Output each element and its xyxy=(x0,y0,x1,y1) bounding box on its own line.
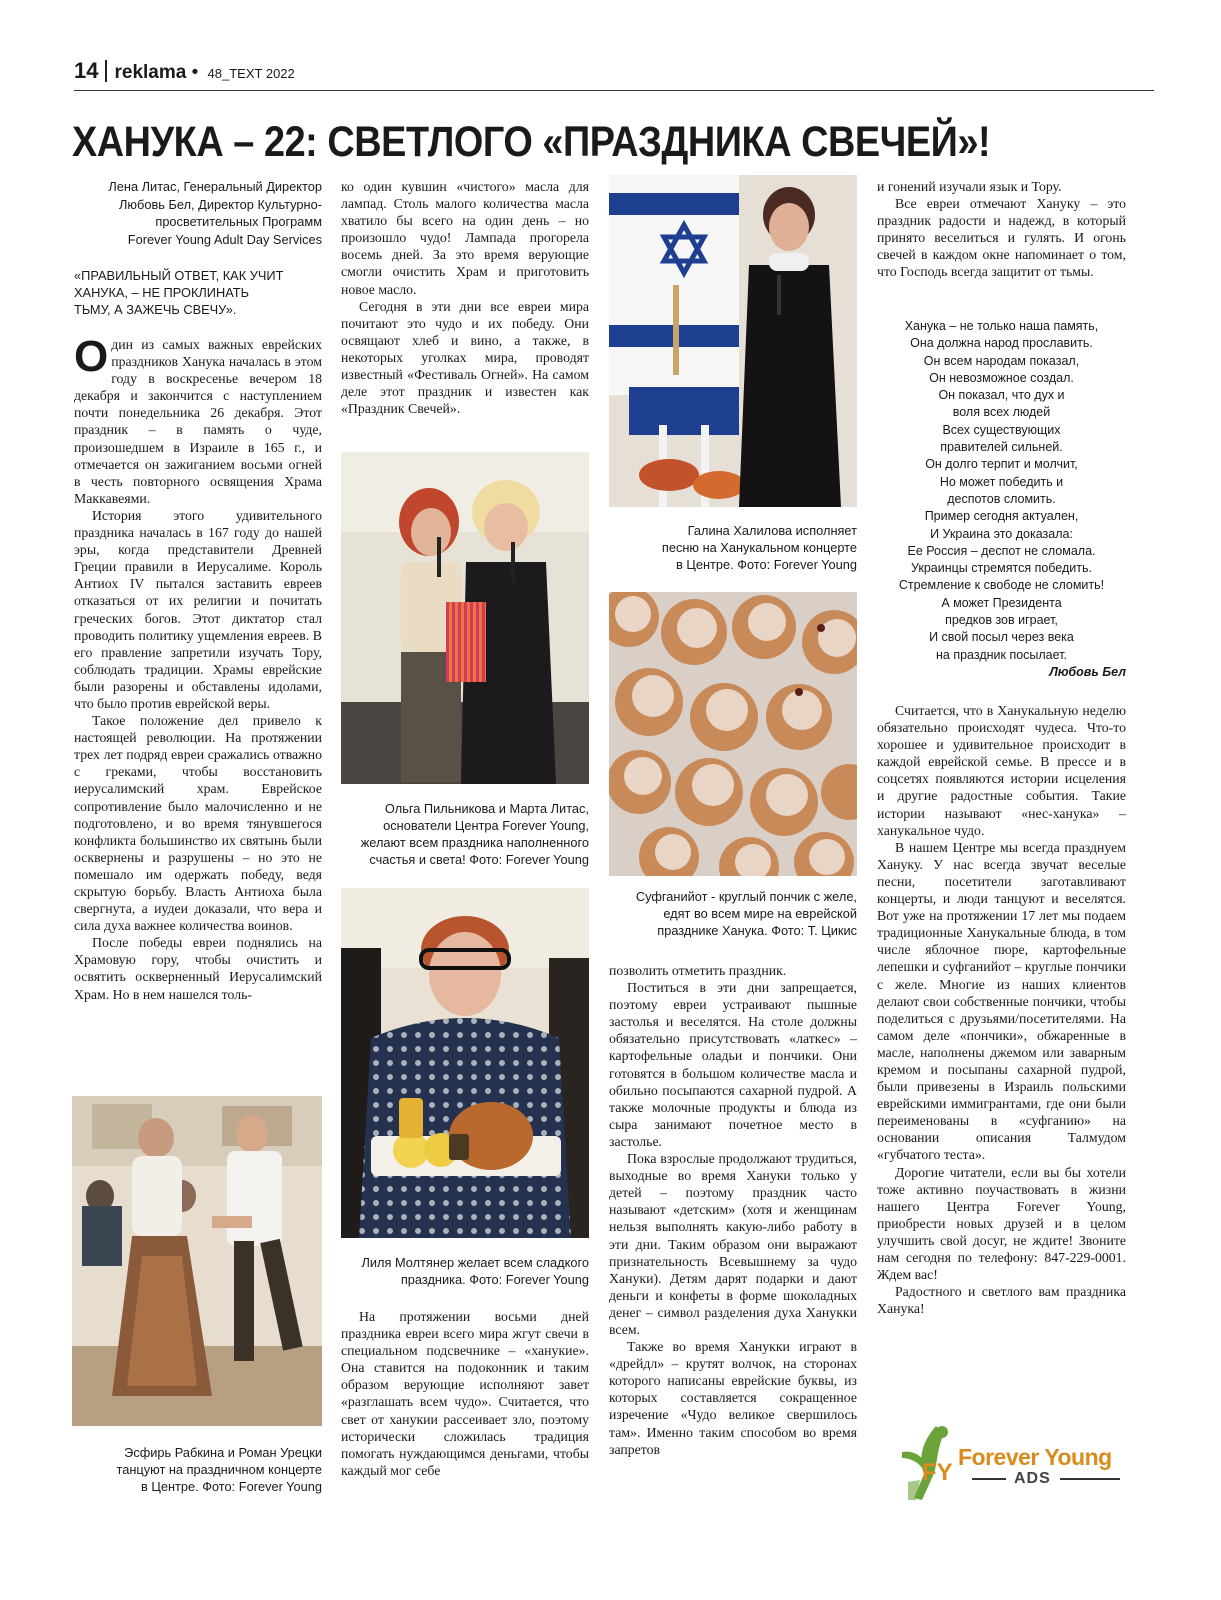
caption-line: Галина Халилова исполняет xyxy=(687,523,857,538)
paragraph: На протяжении восьми дней праздника евреи всего мира жгут свечи в специальном подсвечнике – «ханукие». Она ставится на подоконник и таким образом верующие исполняют завет «разглашать всем чудо». Считается, что свет от ханукии рассеивает зло, поэтому исторически сложилась традиция помогать нуждающимся деньгами, чтобы каждый мог себе xyxy=(341,1309,589,1478)
section-name: reklama xyxy=(114,62,187,83)
quote-line: «ПРАВИЛЬНЫЙ ОТВЕТ, КАК УЧИТ xyxy=(74,268,284,283)
caption-line: праздника. Фото: Forever Young xyxy=(400,1272,589,1287)
poem-line: Ее Россия – деспот не сломала. xyxy=(907,543,1096,558)
paragraph: В нашем Центре мы всегда празднуем Хануку. У нас всегда звучат веселые песни, посетители заготавливают концерты, и люди танцуют и веселятся. Вот уже на протяжении 17 лет мы подаем традиционные Ханукальные блюда, в том числе яблочное пюре, картофельные лепешки и суфганийот – круглые пончики с желе. Многие из наших клиентов делают свои собственные пончики, чтобы поделиться с друзьями/посетителями. На самом деле «пончики», обжаренные в масле, наполнены джемом или заварным кремом и посыпаны сахарной пудрой, были привезены в Израиль польскими еврейскими иммигрантами, где они были переименованы в «суфганию» на основании описания Талмудом «губчатого теста». xyxy=(877,839,1126,1163)
caption-line: желают всем праздника наполненного xyxy=(360,835,589,850)
poem-line: Украинцы стремятся победить. xyxy=(911,561,1092,576)
caption-line: песню на Ханукальном концерте xyxy=(661,540,857,555)
photo-dancers xyxy=(72,1096,322,1426)
poem-line: Всех существующих xyxy=(942,422,1061,437)
column-1 xyxy=(74,332,322,1088)
paragraph: Поститься в эти дни запрещается, поэтому евреи устраивают пышные застолья и веселятся. На столе должны обязательно присутствовать «латкес» – картофельные оладьи и пончики. Они готовятся в большом количестве масла и обильно посыпаются сахарной пудрой. А также молочные продукты и блюда из сыра занимают почетное место в застолье. xyxy=(609,980,857,1149)
caption-lilia xyxy=(341,1254,589,1288)
caption-singers xyxy=(341,800,589,868)
paragraph: дин из самых важных еврейских праздников Ханука началась в этом году в воскресенье вечером 18 декабря и закончится с наступлением почти понедельника 26 декабря. Этот праздник – в память о чуде, произошедшем в Израиле в 165 г., и отмечается он зажиганием восьми огней в честь повторного освящения Храма Маккавеями. xyxy=(74,337,322,506)
poem-line: И Украина это доказала: xyxy=(930,526,1073,541)
poem-author: Любовь Бел xyxy=(1049,664,1126,679)
issue-label: 48_TEXT 2022 xyxy=(207,66,295,81)
article-title: ХАНУКА – 22: СВЕТЛОГО «ПРАЗДНИКА СВЕЧЕЙ»! xyxy=(72,118,991,166)
page-number: 14 xyxy=(74,58,99,83)
logo-subtitle: ADS xyxy=(1014,1470,1051,1487)
paragraph: Такое положение дел привело к настоящей революции. На протяжении трех лет подряд евреи сражались отважно с греками, чтобы восстановить иерусалимский храм. Еврейское сопротивление было малочисленно и не подготовлено, и во время тянувшегося конфликта большинство их святынь были осквернены и разрушены – но это не помешало им одержать победу, ведя скрытую борьбу. Власть Антиоха была свергнута, а иудеи доказали, что вера и сила духа важнее количества воинов. xyxy=(74,713,322,934)
credit-line: Forever Young Adult Day Services xyxy=(127,231,322,247)
photo-donuts xyxy=(609,592,857,876)
column-2-top xyxy=(341,178,589,417)
paragraph: Считается, что в Ханукальную неделю обязательно происходят чудеса. Что-то хорошее и удивительное происходит в каждой еврейской семье. В прессе и в соцсетях появляются истории исцеления и другие радостные события. Такие истории называют «нес-ханука» – ханукальное чудо. xyxy=(877,703,1126,838)
paragraph: Дорогие читатели, если вы бы хотели тоже активно поучаствовать в жизни нашего Центра Forever Young, приобрести новых друзей и в целом улучшить свой досуг, не ждите! Звоните нам сегодня по телефону: 847-229-0001. Ждем вас! xyxy=(877,1164,1126,1283)
poem-line: Ханука – не только наша память, xyxy=(904,319,1099,333)
paragraph: История этого удивительного праздника началась в 167 году до нашей эры, когда представители Древней Греции правили в Иерусалиме. Король Антиох IV пытался заставить евреев отказаться от их религии и почитать греческих богов. Этот диктатор стал проводить политику ущемления евреев. В его правление запретили изучать Тору, соблюдать традиции. Храмы еврейские были разорены и обставлены идолами, что было против еврейской веры. xyxy=(74,507,322,711)
column-4-bottom xyxy=(877,702,1126,1317)
poem-line: Он всем народам показал, xyxy=(923,353,1080,368)
poem-line: Он невозможное создал. xyxy=(929,370,1074,385)
logo-rule xyxy=(1060,1478,1120,1480)
quote-line: ТЬМУ, А ЗАЖЕЧЬ СВЕЧУ». xyxy=(74,302,237,317)
caption-dancers xyxy=(74,1444,322,1495)
poem-line: правителей сильней. xyxy=(940,440,1063,455)
page-header xyxy=(74,58,295,84)
photo-singers xyxy=(341,452,589,784)
poem-line: деспотов сломить. xyxy=(947,491,1056,506)
column-3 xyxy=(609,962,857,1458)
paragraph: ко один кувшин «чистого» масла для лампад. Столь малого количества масла хватило бы всего на один день – но произошло чудо! Лампада прогорела восемь дней. За это время верующие смогли очистить Храм и приготовить новое масло. xyxy=(341,179,589,297)
poem-line: Но может победить и xyxy=(939,474,1064,489)
header-divider xyxy=(105,60,107,82)
credit-line: Лена Литас, Генеральный Директор xyxy=(108,179,322,194)
caption-line: в Центре. Фото: Forever Young xyxy=(676,557,857,572)
poem-line: на праздник посылает. xyxy=(936,647,1067,662)
poem-line: воля всех людей xyxy=(952,405,1051,420)
photo-galina xyxy=(609,175,857,507)
logo-figure-icon xyxy=(892,1422,962,1502)
column-2-bottom xyxy=(341,1308,589,1479)
poem-line: Он долго терпит и молчит, xyxy=(925,457,1078,472)
epigraph-quote xyxy=(74,267,322,318)
caption-donuts xyxy=(609,888,857,939)
paragraph: Пока взрослые продолжают трудиться, выходные во время Хануки только у детей – поэтому праздник часто называют «детским» (хотя и женщинам нельзя выполнять какую-либо работу в эти дни. Таким образом они выражают признательность Всевышнему за чудо Хануки). Детям дарят подарки и дают деньги и конфеты в форме шоколадных денег – символ разделения духа Ханукки всем. xyxy=(609,1151,857,1337)
header-rule xyxy=(74,90,1154,91)
logo-rule xyxy=(972,1478,1006,1480)
author-credit xyxy=(74,178,322,248)
poem-line: предков зов играет, xyxy=(945,613,1058,628)
caption-line: в Центре. Фото: Forever Young xyxy=(141,1479,322,1494)
logo-mark-text: FY xyxy=(922,1459,953,1486)
poem-line: А может Президента xyxy=(941,595,1062,610)
quote-line: ХАНУКА, – НЕ ПРОКЛИНАТЬ xyxy=(74,285,249,300)
drop-cap: О xyxy=(74,332,109,381)
caption-line: Суфганийот - круглый пончик с желе, xyxy=(635,889,857,904)
caption-galina xyxy=(609,522,857,573)
poem-line: Стремление к свободе не сломить! xyxy=(898,578,1105,593)
paragraph: Также во время Ханукки играют в «дрейдл» – крутят волчок, на сторонах которого написаны еврейские буквы, из которых составляется сокращенное изречение «Чудо великое свершилось там». Именно таким способом во время запретов xyxy=(609,1339,857,1457)
poem-line: Он показал, что дух и xyxy=(938,388,1065,403)
poem xyxy=(877,318,1126,681)
caption-line: едят во всем мире на еврейской xyxy=(663,906,857,921)
paragraph: позволить отметить праздник. xyxy=(609,963,787,978)
paragraph: Радостного и светлого вам праздника Ханука! xyxy=(877,1284,1126,1317)
header-bullet: • xyxy=(191,62,199,83)
caption-line: Эсфирь Рабкина и Роман Урецки xyxy=(124,1445,322,1460)
credit-line: Любовь Бел, Директор Культурно- xyxy=(119,196,322,212)
credit-line: просветительных Программ xyxy=(155,214,322,229)
caption-line: Ольга Пильникова и Марта Литас, xyxy=(384,801,589,816)
caption-line: Лиля Молтянер желает всем сладкого xyxy=(361,1255,589,1270)
column-4-top xyxy=(877,178,1126,281)
poem-line: Пример сегодня актуален, xyxy=(924,509,1079,524)
caption-line: основатели Центра Forever Young, xyxy=(383,818,589,833)
caption-line: счастья и света! Фото: Forever Young xyxy=(369,852,589,867)
photo-lilia xyxy=(341,888,589,1238)
caption-line: празднике Ханука. Фото: Т. Цикис xyxy=(657,923,857,938)
poem-line: Она должна народ прославить. xyxy=(910,336,1093,351)
paragraph: Сегодня в эти дни все евреи мира почитают это чудо и их победу. Они освящают хлеб и вино, а также, в некоторых уголках мира, проводят известный «Фестиваль Огней». На самом деле этот праздник и известен как «Праздник Свечей». xyxy=(341,298,589,417)
forever-young-logo xyxy=(888,1420,1128,1510)
poem-line: И свой посыл через века xyxy=(929,630,1074,645)
logo-brand: Forever Young xyxy=(958,1444,1112,1470)
paragraph: После победы евреи поднялись на Храмовую гору, чтобы очистить и освятить оскверненный Иерусалимский Храм. Но в нем нашелся толь- xyxy=(74,935,322,1002)
paragraph: Все евреи отмечают Хануку – это праздник радости и надежд, в который принято веселиться и гулять. И огонь свечей в каждом окне напоминает о том, что Господь всегда защитит от тьмы. xyxy=(877,196,1126,280)
paragraph: и гонений изучали язык и Тору. xyxy=(877,179,1062,194)
caption-line: танцуют на праздничном концерте xyxy=(116,1462,322,1477)
